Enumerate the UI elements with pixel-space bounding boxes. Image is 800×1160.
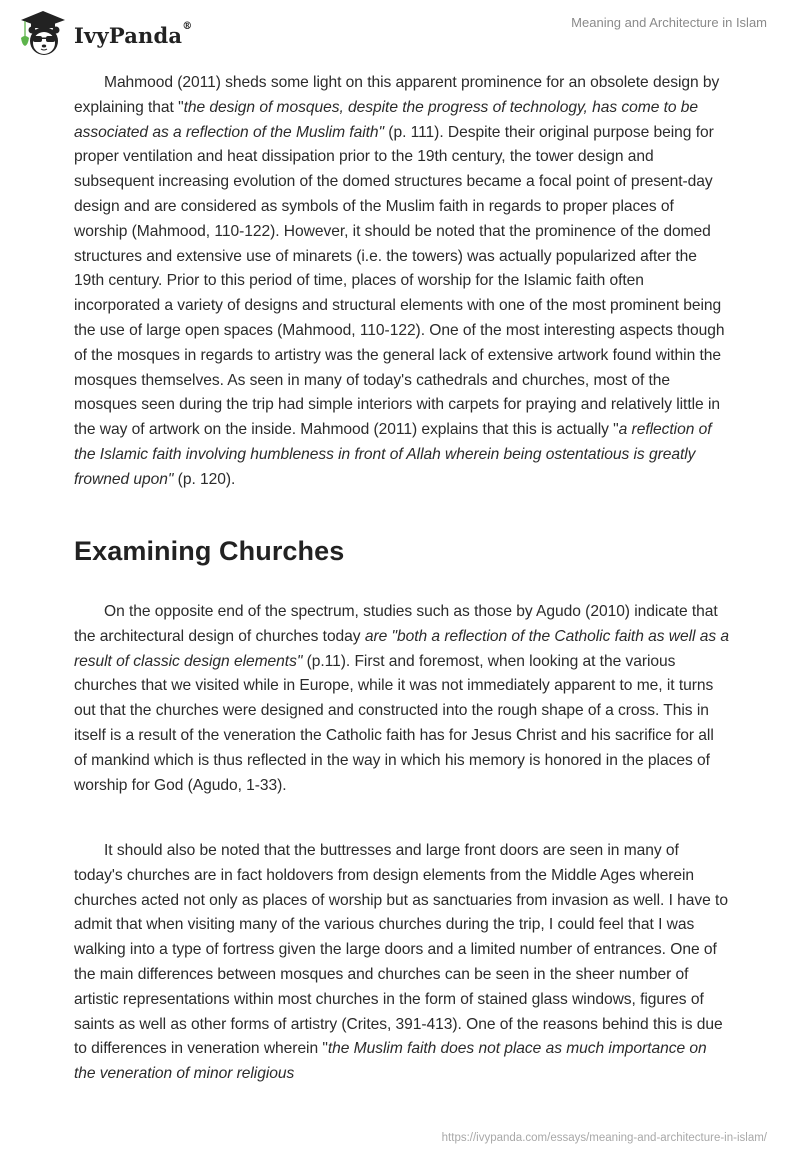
section-heading: Examining Churches [74,536,345,566]
body-paragraph [74,839,730,1087]
body-paragraph [74,600,730,798]
quoted-text: a reflection of the Islamic faith involving humbleness in front of Allah wherein being ostentatious is greatly frowned upon" [74,421,712,488]
body-paragraph [74,71,730,493]
text-run: (p. 120). [173,470,236,488]
panda-graduate-icon [18,8,68,58]
text-run: On the opposite end of the spectrum, studies such as those by Agudo (2010) indicate that the architectural design of churches today [74,603,718,645]
quoted-text: are "both a reflection of the Catholic faith as well as a result of classic design elements" [74,627,729,670]
text-run: (p.11). First and foremost, when looking at the various churches that we visited while in Europe, while it was not immediately apparent to me, it turns out that the churches were designed and constructed into the rough shape of a cross. This in itself is a result of the veneration the Catholic faith has for Jesus Christ and his sacrifice for all of mankind which is thus reflected in the way in which his memory is honored in the places of worship for God (Agudo, 1-33). [74,652,714,794]
source-url[interactable]: https://ivypanda.com/essays/meaning-and-architecture-in-islam/ [441,1132,767,1144]
quoted-text: the Muslim faith does not place as much importance on the veneration of minor religious [74,1040,707,1083]
quoted-text: the design of mosques, despite the progress of technology, has come to be associated as a reflection of the Muslim faith" [74,98,699,141]
document-title: Meaning and Architecture in Islam [571,15,767,30]
article-body [74,71,730,1083]
text-run: (p. 111). Despite their original purpose being for proper ventilation and heat dissipation prior to the 19th century, the tower design and subsequent increasing evolution of the domed structures became a focal point of present-day design and are considered as symbols of the Muslim faith in regards to proper places of worship (Mahmood, 110-122). However, it should be noted that the prominence of the domed structures and extensive use of minarets (i.e. the towers) was actually popularized after the 19th century. Prior to this period of time, places of worship for the Islamic faith often incorporated a variety of designs and structural elements with one of the most prominent being the use of large open spaces (Mahmood, 110-122). One of the most interesting aspects though of the mosques in regards to artistry was the general lack of extensive artwork found within the mosques themselves. As seen in many of today's cathedrals and churches, most of the mosques seen during the trip had simple interiors with carpets for praying and relatively little in the way of artwork on the inside. Mahmood (2011) explains that this is actually " [74,123,725,439]
brand-logo[interactable] [18,8,192,58]
text-run: It should also be noted that the buttresses and large front doors are seen in many of today's churches are in fact holdovers from design elements from the Middle Ages wherein churches acted not only as places of worship but as sanctuaries from invasion as well. I have to admit that when visiting many of the various churches during the trip, I could feel that I was walking into a type of fortress given the large doors and a limited number of entrances. One of the main differences between mosques and churches can be seen in the sheer number of artistic representations within most churches in the form of stained glass windows, figures of saints as well as other forms of artistry (Crites, 391-413). One of the reasons behind this is due to differences in veneration wherein " [74,842,728,1058]
text-run: Mahmood (2011) sheds some light on this apparent prominence for an obsolete design by explaining that " [74,74,720,116]
page-header [0,0,800,62]
brand-name: IvyPanda® [74,20,193,48]
